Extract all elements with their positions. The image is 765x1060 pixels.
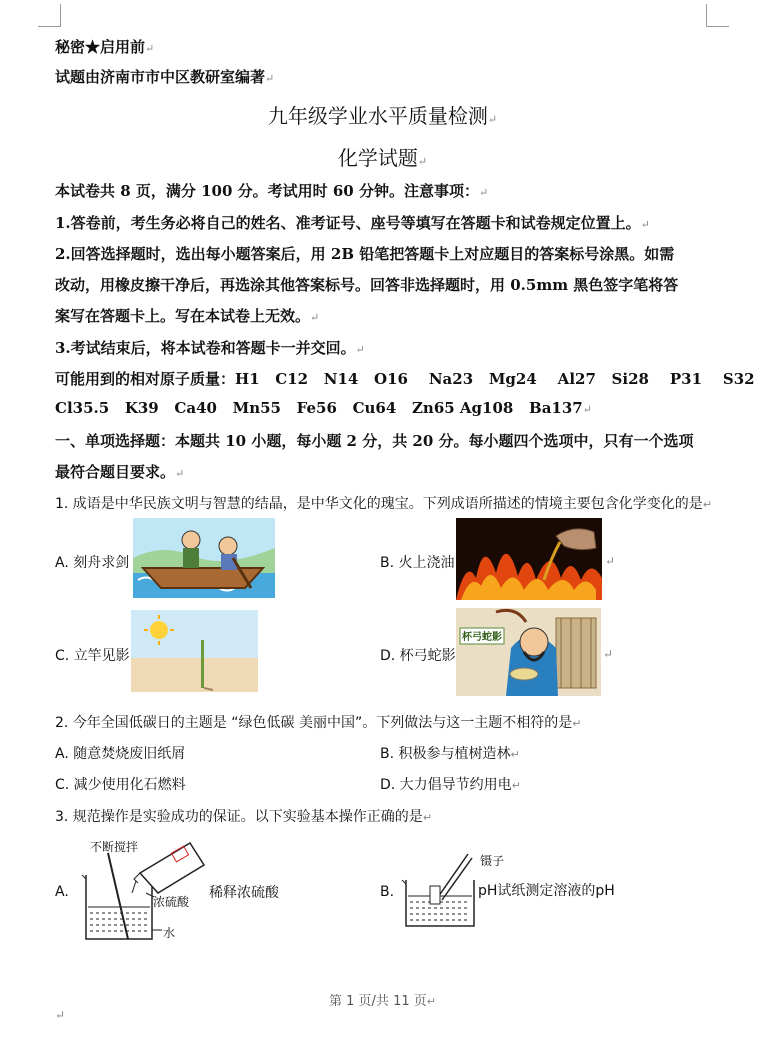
fire-oil-image (456, 518, 602, 600)
paragraph-mark: ↵ (55, 1008, 66, 1022)
secret-label: 秘密★启用前↵ (55, 38, 155, 56)
atomic-mass-line-2: Cl35.5 K39 Ca40 Mn55 Fe56 Cu64 Zn65 Ag108 Ba137↵ (55, 399, 592, 417)
q3-option-b-caption: pH试纸测定溶液的pH (478, 883, 615, 899)
q1-option-a: A. 刻舟求剑 (55, 555, 130, 571)
tweezers-label: 镊子 (480, 854, 505, 868)
q1-option-d: D. 杯弓蛇影 (380, 648, 456, 664)
crop-mark-top-right (706, 4, 729, 27)
notice-item-2-line-3: 案写在答题卡上。写在本试卷上无效。↵ (55, 307, 320, 325)
page-number: 第 1 页/共 11 页↵ (329, 994, 436, 1009)
pole-shadow-image (131, 610, 258, 692)
q1-option-c: C. 立竿见影 (55, 648, 130, 664)
q2-option-d: D. 大力倡导节约用电↵ (380, 777, 521, 793)
paragraph-mark: ↵ (603, 647, 614, 661)
paragraph-mark: ↵ (605, 554, 616, 568)
q3-option-b-label: B. (380, 884, 395, 900)
cup-snake-image-caption: 杯弓蛇影 (462, 632, 502, 643)
water-label: 水 (163, 926, 176, 940)
ph-test-diagram (400, 850, 480, 930)
notice-intro: 本试卷共 8 页，满分 100 分。考试用时 60 分钟。注意事项：↵ (55, 182, 489, 200)
question-3-stem: 3. 规范操作是实验成功的保证。以下实验基本操作正确的是↵ (55, 809, 433, 825)
notice-item-2-line-2: 改动，用橡皮擦干净后，再选涂其他答案标号。回答非选择题时，用 0.5mm 黑色签字笔将答 (55, 276, 679, 294)
q3-option-a-caption: 稀释浓硫酸 (209, 885, 279, 901)
atomic-mass-line-1: 可能用到的相对原子质量：H1 C12 N14 O16 Na23 Mg24 Al27 Si28 P31 S32 (55, 370, 755, 388)
q3-option-a-label: A. (55, 884, 69, 900)
page-subtitle: 化学试题↵ (337, 146, 428, 170)
boat-image (133, 518, 275, 598)
q1-option-b: B. 火上浇油 (380, 555, 455, 571)
sulfuric-acid-label: 浓硫酸 (153, 895, 190, 909)
notice-item-2-line-1: 2.回答选择题时，选出每小题答案后，用 2B 铅笔把答题卡上对应题目的答案标号涂黑。如需 (55, 245, 675, 263)
question-2-stem: 2. 今年全国低碳日的主题是 “绿色低碳 美丽中国”。下列做法与这一主题不相符的是↵ (55, 715, 582, 731)
stir-label: 不断搅拌 (90, 840, 139, 854)
notice-item-1: 1.答卷前，考生务必将自己的姓名、准考证号、座号等填写在答题卡和试卷规定位置上。↵ (55, 214, 650, 232)
cup-snake-image (456, 608, 601, 696)
question-1-stem: 1. 成语是中华民族文明与智慧的结晶，是中华文化的瑰宝。下列成语所描述的情境主要包含化学变化的是↵ (55, 496, 713, 512)
crop-mark-top-left (38, 4, 61, 27)
section-1-heading: 一、单项选择题：本题共 10 小题，每小题 2 分，共 20 分。每小题四个选项中，只有一个选项 (55, 432, 694, 450)
page-title: 九年级学业水平质量检测↵ (267, 104, 498, 128)
q2-option-c: C. 减少使用化石燃料 (55, 777, 186, 793)
section-1-heading-line-2: 最符合题目要求。↵ (55, 463, 185, 481)
author-note: 试题由济南市市中区教研室编著↵ (55, 68, 275, 86)
q2-option-a: A. 随意焚烧废旧纸屑 (55, 746, 186, 762)
q2-option-b: B. 积极参与植树造林↵ (380, 746, 520, 762)
notice-item-3: 3.考试结束后，将本试卷和答题卡一并交回。↵ (55, 339, 365, 357)
